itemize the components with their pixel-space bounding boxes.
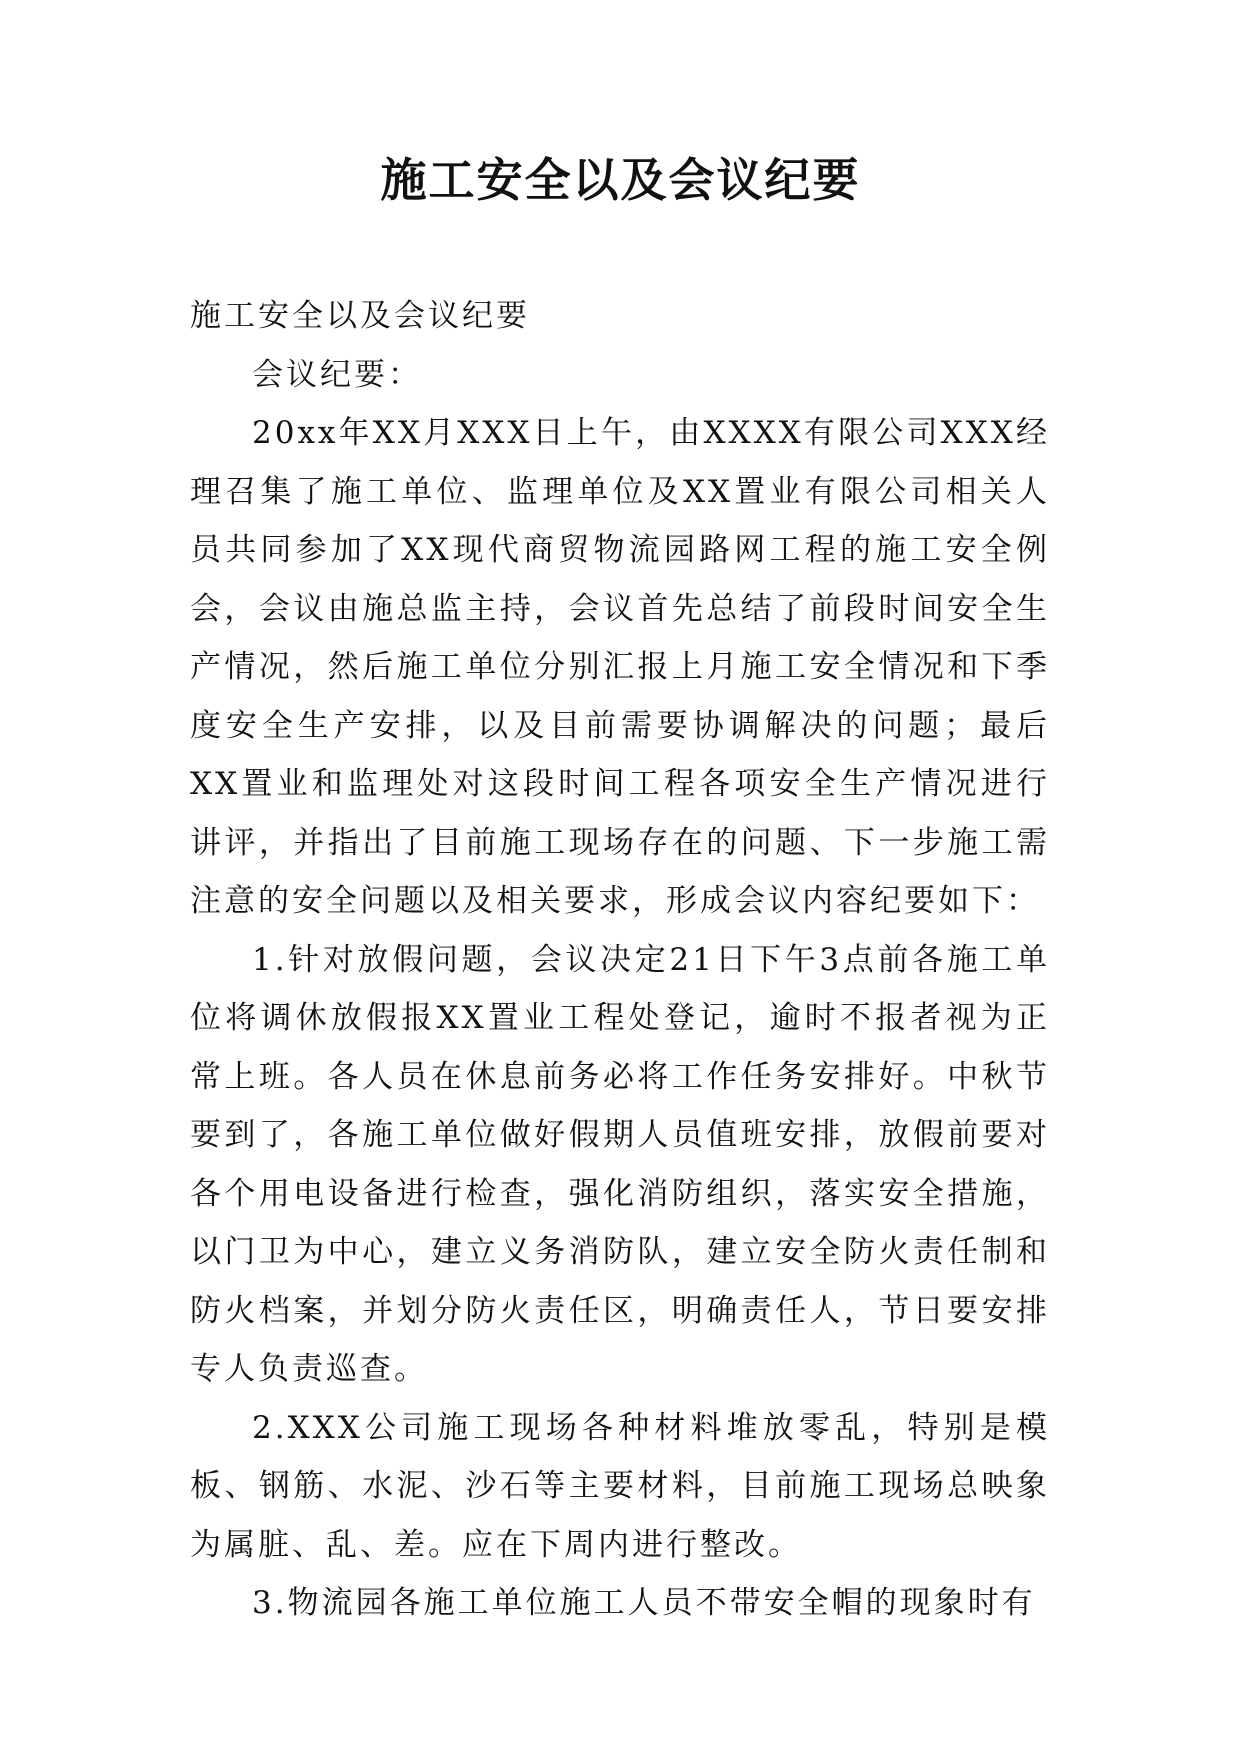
paragraph-item-3: 3.物流园各施工单位施工人员不带安全帽的现象时有: [252, 1585, 1036, 1621]
paragraph-intro: 20xx年XX月XXX日上午，由XXXX有限公司XXX经理召集了施工单位、监理单位及XX置业有限公司相关人员共同参加了XX现代商贸物流园路网工程的施工安全例会，会议由施总监主持，会议首先总结了前段时间安全生产情况，然后施工单位分别汇报上月施工安全情况和下季度安全生产安排，以及目前需要协调解决的问题；最后XX置业和监理处对这段时间工程各项安全生产情况进行讲评，并指出了目前施工现场存在的问题、下一步施工需注意的安全问题以及相关要求，形成会议内容纪要如下：: [190, 415, 1050, 919]
section-heading: 会议纪要：: [252, 356, 422, 393]
paragraph-item-2: 2.XXX公司施工现场各种材料堆放零乱，特别是模板、钢筋、水泥、沙石等主要材料，目前施工现场总映象为属脏、乱、差。应在下周内进行整改。: [190, 1409, 1050, 1563]
paragraph-item-1: 1.针对放假问题，会议决定21日下午3点前各施工单位将调休放假报XX置业工程处登记，逾时不报者视为正常上班。各人员在休息前务必将工作任务安排好。中秋节要到了，各施工单位做好假期人员值班安排，放假前要对各个用电设备进行检查，强化消防组织，落实安全措施，以门卫为中心，建立义务消防队，建立安全防火责任制和防火档案，并划分防火责任区，明确责任人，节日要安排专人负责巡查。: [190, 941, 1050, 1387]
document-subtitle: 施工安全以及会议纪要: [190, 298, 530, 334]
document-title: 施工安全以及会议纪要: [380, 153, 861, 207]
document-body: [190, 287, 1050, 1633]
